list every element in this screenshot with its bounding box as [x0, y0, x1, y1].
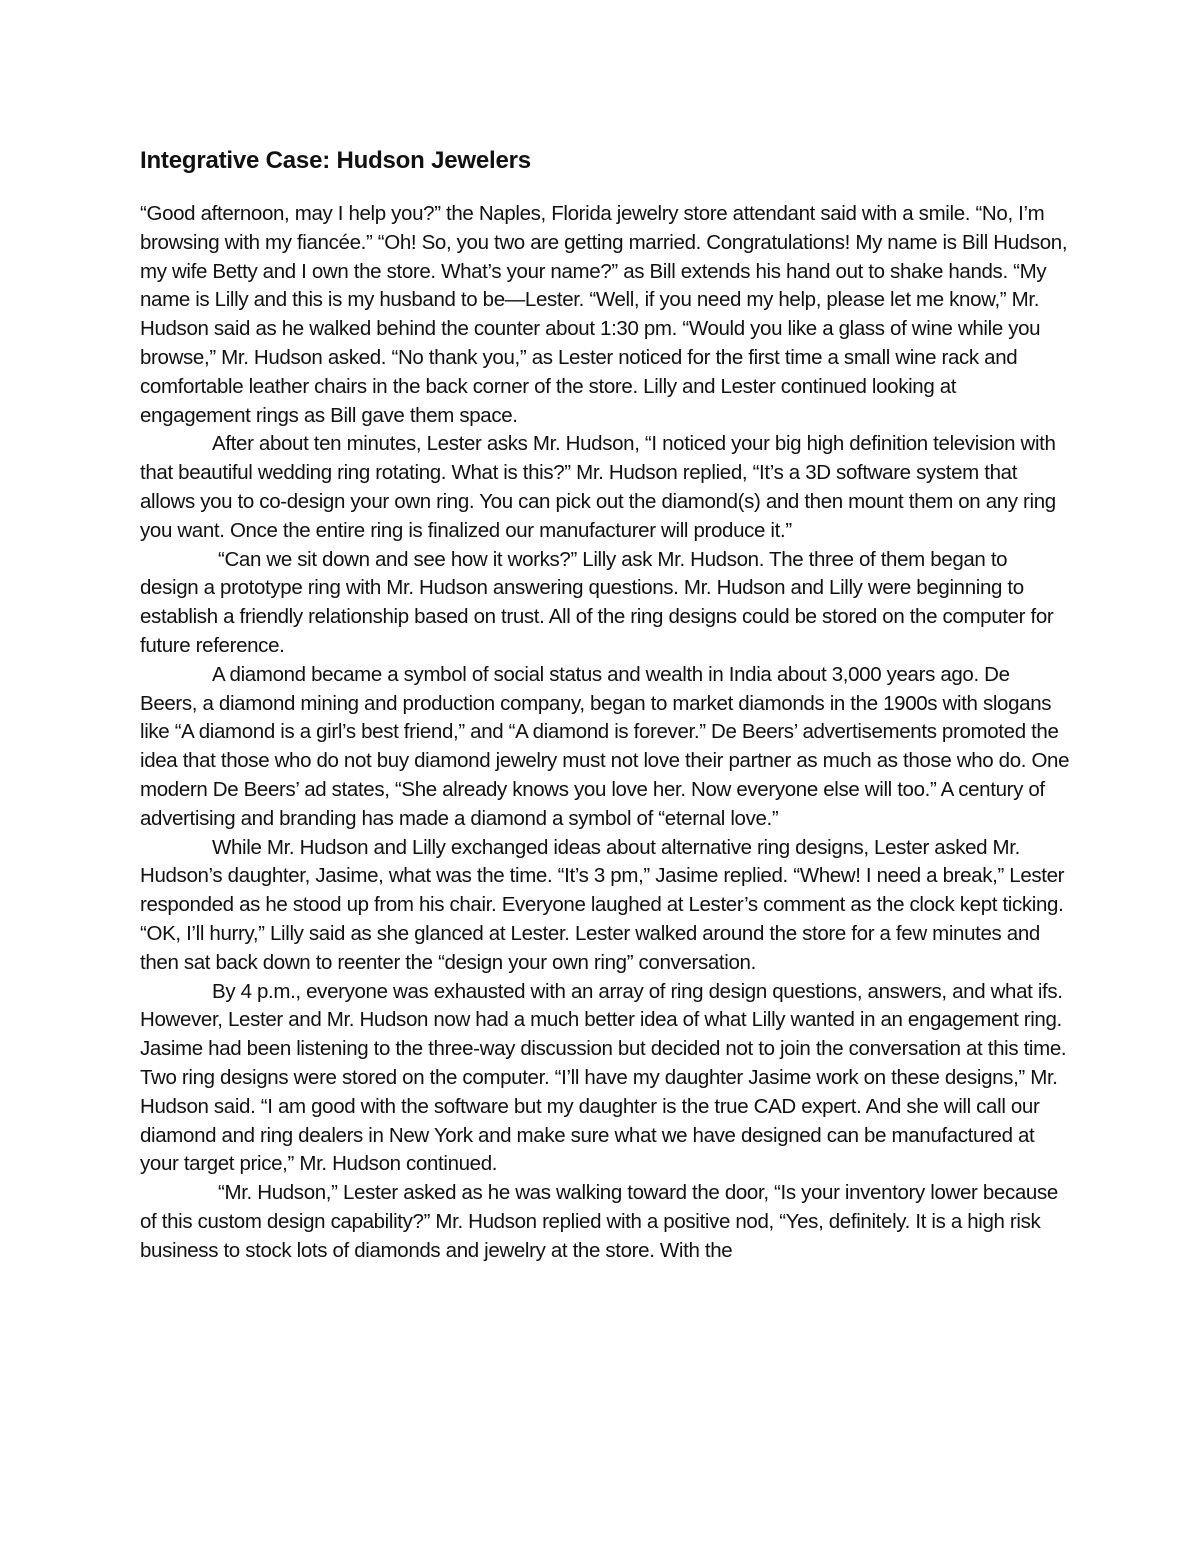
paragraph-opening: “Good afternoon, may I help you?” the Naples, Florida jewelry store attendant said with a smile. “No, I’m browsing with my fiancée.” “Oh! So, you two are getting married. Congratulations! My name is Bill Hudson, my wife Betty and I own the store. What’s your name?” as Bill extends his hand out to shake hands. “My name is Lilly and this is my husband to be—Lester. “Well, if you need my help, please let me know,” Mr. Hudson said as he walked behind the counter about 1:30 pm. “Would you like a glass of wine while you browse,” Mr. Hudson asked. “No thank you,” as Lester noticed for the first time a small wine rack and comfortable leather chairs in the back corner of the store. Lilly and Lester continued looking at engagement rings as Bill gave them space. — [140, 202, 1068, 427]
paragraph-software: After about ten minutes, Lester asks Mr. Hudson, “I noticed your big high definition television with that beautiful wedding ring rotating. What is this?” Mr. Hudson replied, “It’s a 3D software system that allows you to co-design your own ring. You can pick out the diamond(s) and then mount them on any ring you want. Once the entire ring is finalized our manufacturer will produce it.” — [140, 432, 1056, 542]
document-body — [140, 146, 1070, 1265]
paragraph-inventory: “Mr. Hudson,” Lester asked as he was walking toward the door, “Is your inventory lower because of this custom design capability?” Mr. Hudson replied with a positive nod, “Yes, definitely. It is a high risk business to stock lots of diamonds and jewelry at the store. With the — [140, 1181, 1058, 1262]
document-title: Integrative Case: Hudson Jewelers — [140, 147, 531, 174]
paragraph-diamond-history: A diamond became a symbol of social status and wealth in India about 3,000 years ago. De Beers, a diamond mining and production company, began to market diamonds in the 1900s with slogans like “A diamond is a girl’s best friend,” and “A diamond is forever.” De Beers’ advertisements promoted the idea that those who do not buy diamond jewelry must not love their partner as much as those who do. One modern De Beers’ ad states, “She already knows you love her. Now everyone else will too.” A century of advertising and branding has made a diamond a symbol of “eternal love.” — [140, 662, 1070, 830]
paragraph-four-pm: By 4 p.m., everyone was exhausted with an array of ring design questions, answers, and what ifs. However, Lester and Mr. Hudson now had a much better idea of what Lilly wanted in an engagement ring. Jasime had been listening to the three-way discussion but decided not to join the conversation at this time. Two ring designs were stored on the computer. “I’ll have my daughter Jasime work on these designs,” Mr. Hudson said. “I am good with the software but my daughter is the true CAD expert. And she will call our diamond and ring dealers in New York and make sure what we have designed can be manufactured at your target price,” Mr. Hudson continued. — [140, 979, 1067, 1176]
paragraph-design-session: “Can we sit down and see how it works?” Lilly ask Mr. Hudson. The three of them began to design a prototype ring with Mr. Hudson answering questions. Mr. Hudson and Lilly were beginning to establish a friendly relationship based on trust. All of the ring designs could be stored on the computer for future reference. — [140, 547, 1054, 657]
paragraph-break: While Mr. Hudson and Lilly exchanged ideas about alternative ring designs, Lester asked Mr. Hudson’s daughter, Jasime, what was the time. “It’s 3 pm,” Jasime replied. “Whew! I need a break,” Lester responded as he stood up from his chair. Everyone laughed at Lester’s comment as the clock kept ticking. “OK, I’ll hurry,” Lilly said as she glanced at Lester. Lester walked around the store for a few minutes and then sat back down to reenter the “design your own ring” conversation. — [140, 835, 1065, 974]
